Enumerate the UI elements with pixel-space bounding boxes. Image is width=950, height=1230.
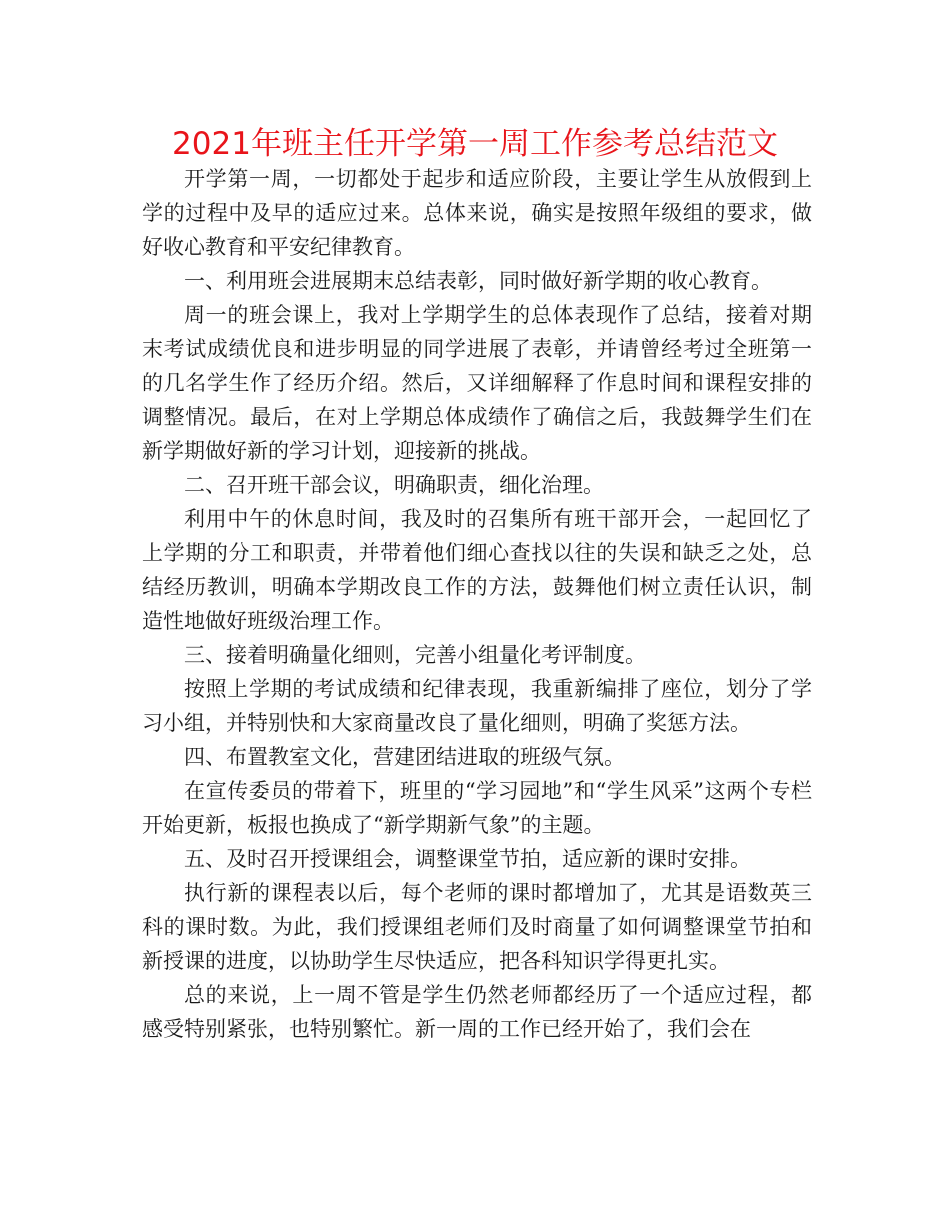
section-heading-3: 三、接着明确量化细则，完善小组量化考评制度。 (184, 643, 646, 667)
document-title: 2021年班主任开学第一周工作参考总结范文 (172, 126, 778, 162)
paragraph-section-3: 按照上学期的考试成绩和纪律表现，我重新编排了座位，划分了学习小组，并特别快和大家商量改良了量化细则，明确了奖惩方法。 (142, 677, 812, 735)
paragraph-intro: 开学第一周，一切都处于起步和适应阶段，主要让学生从放假到上学的过程中及早的适应过来。总体来说，确实是按照年级组的要求，做好收心教育和平安纪律教育。 (142, 167, 812, 259)
paragraph-section-4: 在宣传委员的带着下，班里的“学习园地”和“学生风采”这两个专栏开始更新，板报也换成了“新学期新气象”的主题。 (142, 779, 812, 837)
section-heading-4: 四、布置教室文化，营建团结进取的班级气氛。 (184, 745, 625, 769)
section-heading-1: 一、利用班会进展期末总结表彰，同时做好新学期的收心教育。 (184, 269, 772, 293)
section-heading-2: 二、召开班干部会议，明确职责，细化治理。 (184, 473, 604, 497)
paragraph-section-5: 执行新的课程表以后，每个老师的课时都增加了，尤其是语数英三科的课时数。为此，我们授课组老师们及时商量了如何调整课堂节拍和新授课的进度，以协助学生尽快适应，把各科知识学得更扎实。 (142, 881, 812, 973)
document-body (142, 162, 812, 1046)
paragraph-section-2: 利用中午的休息时间，我及时的召集所有班干部开会，一起回忆了上学期的分工和职责，并带着他们细心查找以往的失误和缺乏之处，总结经历教训，明确本学期改良工作的方法，鼓舞他们树立责任认识，制造性地做好班级治理工作。 (142, 507, 812, 633)
section-heading-5: 五、及时召开授课组会，调整课堂节拍，适应新的课时安排。 (184, 847, 751, 871)
paragraph-section-1: 周一的班会课上，我对上学期学生的总体表现作了总结，接着对期末考试成绩优良和进步明显的同学进展了表彰，并请曾经考过全班第一的几名学生作了经历介绍。然后，又详细解释了作息时间和课程安排的调整情况。最后，在对上学期总体成绩作了确信之后，我鼓舞学生们在新学期做好新的学习计划，迎接新的挑战。 (142, 303, 812, 463)
paragraph-conclusion: 总的来说，上一周不管是学生仍然老师都经历了一个适应过程，都感受特别紧张，也特别繁忙。新一周的工作已经开始了，我们会在 (142, 983, 812, 1041)
